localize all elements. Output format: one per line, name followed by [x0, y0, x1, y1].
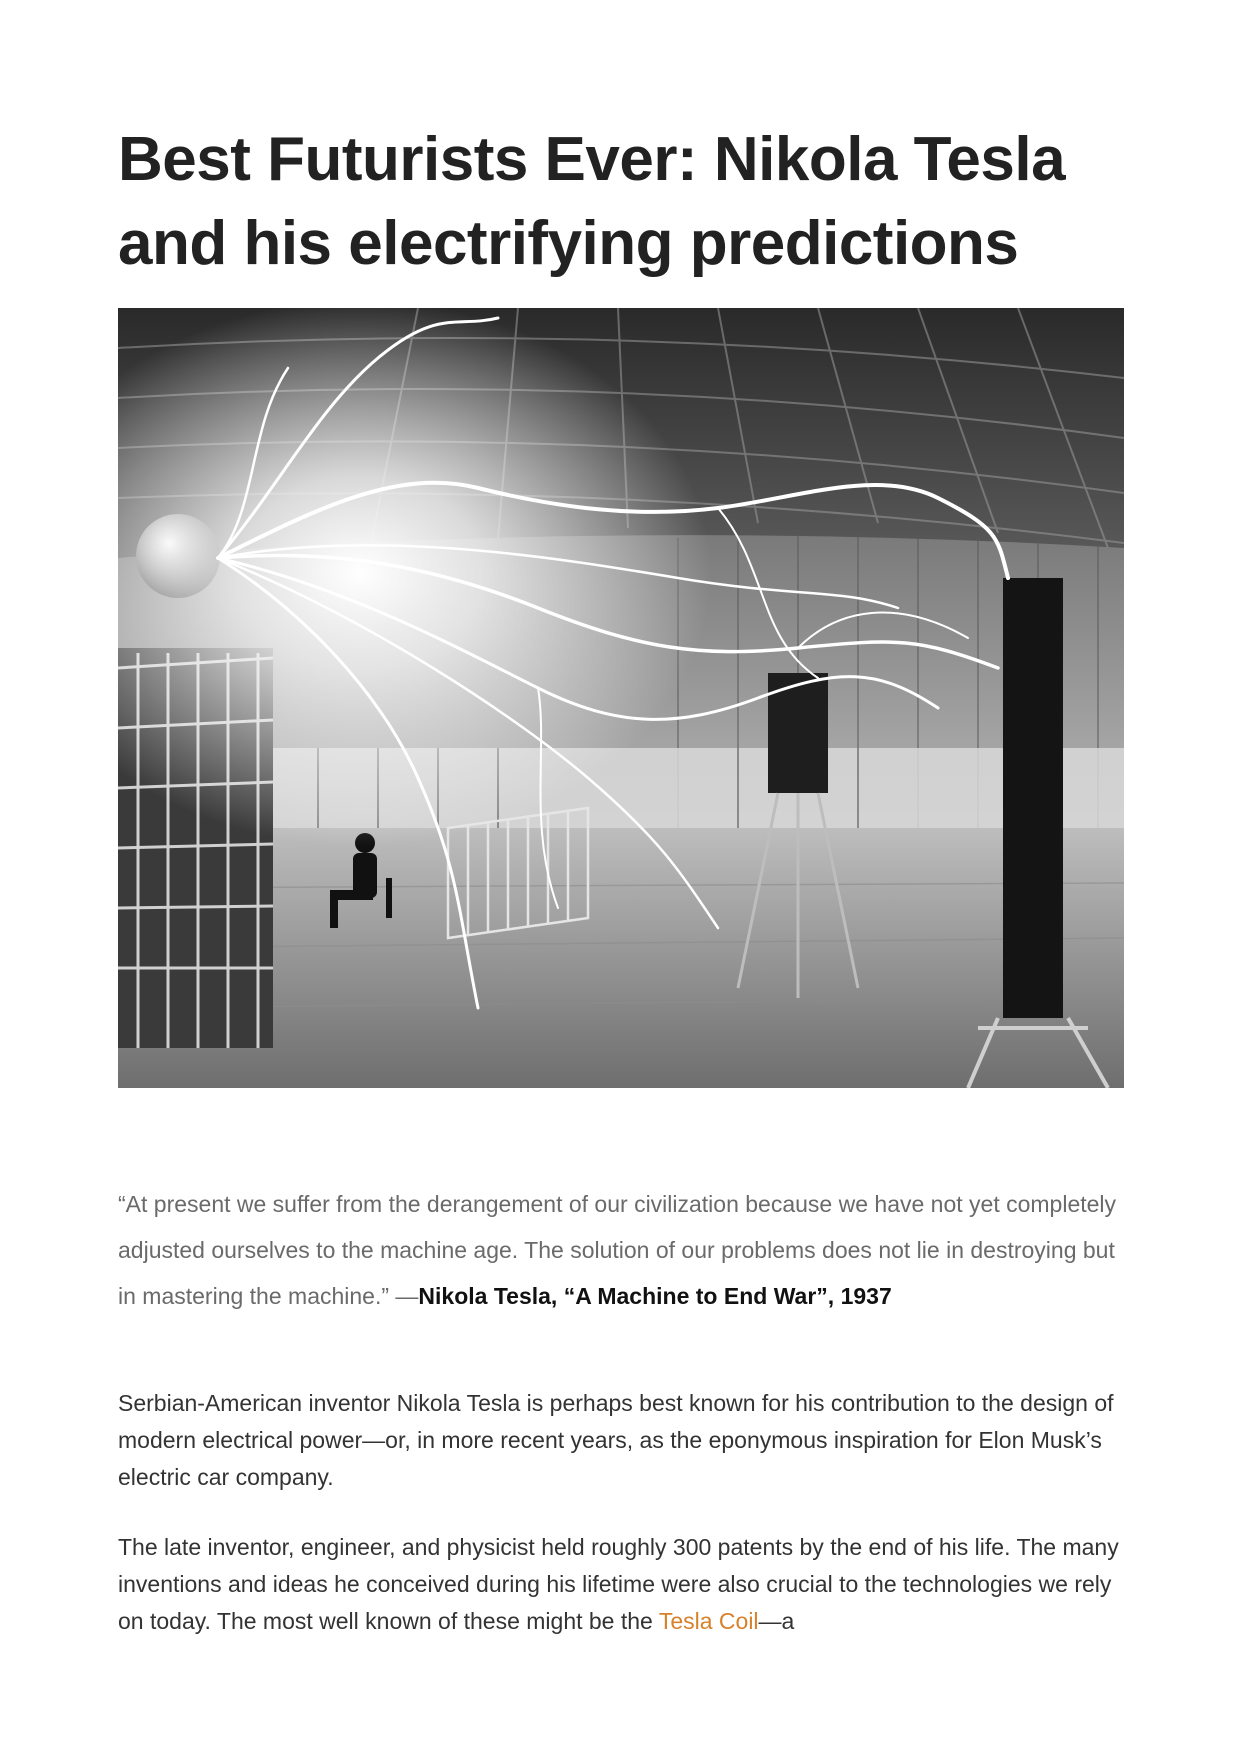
article-title-line-1: Best Futurists Ever: Nikola Tesla — [118, 125, 1066, 194]
pull-quote — [118, 1181, 1124, 1319]
body-paragraph-2-text-after: —a — [758, 1608, 795, 1634]
body-paragraph-1 — [118, 1385, 1124, 1496]
body-paragraph-1-text: Serbian-American inventor Nikola Tesla is perhaps best known for his contribution to the design of modern electrical power—or, in more recent years, as the eponymous inspiration for Elon Musk’s electric car company. — [118, 1390, 1114, 1490]
quote-text: “At present we suffer from the derangement of our civilization because we have not yet completely adjusted ourselves to the machine age. The solution of our problems does not lie in destroying but in mastering the machine.” — [118, 1191, 1117, 1309]
tesla-coil-link[interactable]: Tesla Coil — [658, 1608, 759, 1634]
body-paragraph-2 — [118, 1529, 1124, 1640]
quote-dash: — — [389, 1283, 419, 1309]
article-title-line-2: and his electrifying predictions — [118, 209, 1019, 278]
body-paragraph-2-text-before: The late inventor, engineer, and physicist held roughly 300 patents by the end of his life. The many inventions and ideas he conceived during his lifetime were also crucial to the technologies we rely on today. The most well known of these might be the — [118, 1534, 1119, 1634]
article-title — [118, 118, 1124, 286]
quote-attribution: Nikola Tesla, “A Machine to End War”, 1937 — [418, 1283, 892, 1309]
hero-photo — [118, 308, 1124, 1088]
tesla-lab-photo — [118, 308, 1124, 1088]
